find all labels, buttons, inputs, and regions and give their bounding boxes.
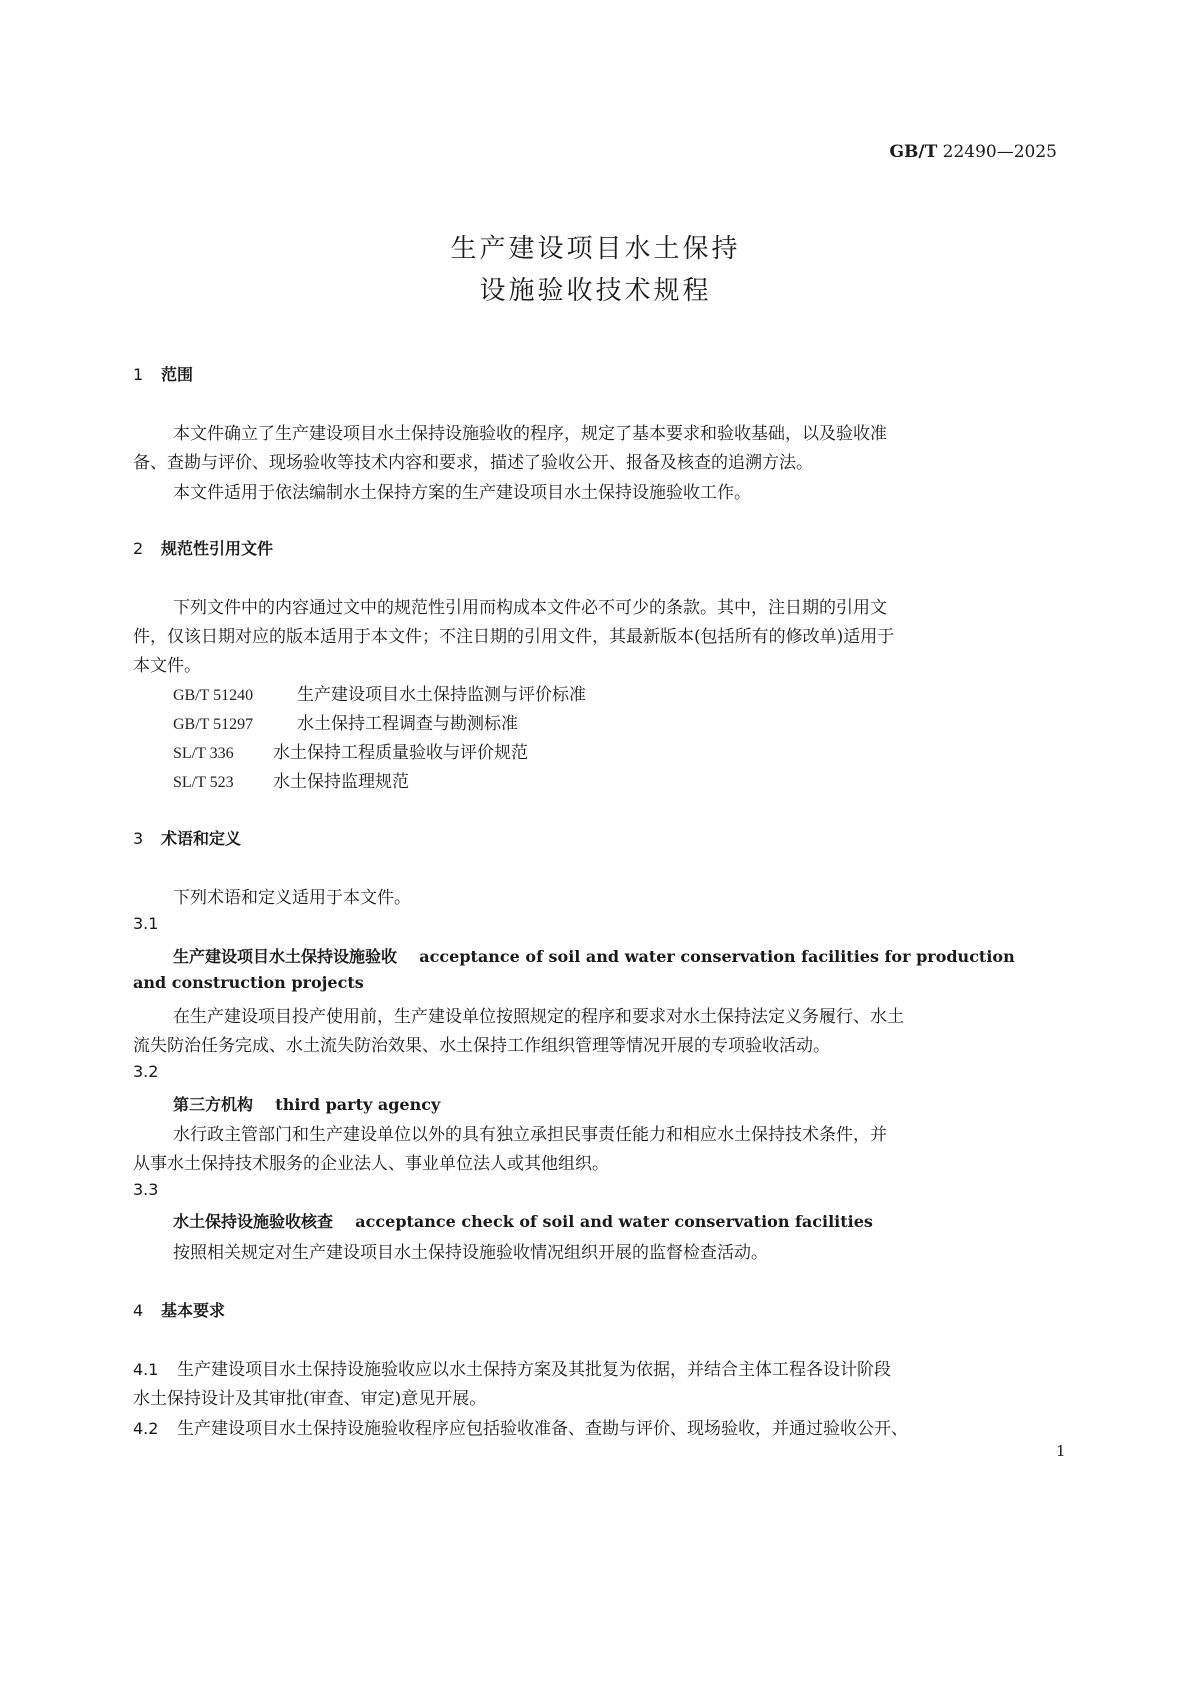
clause-4-1-number: 4.1 — [133, 1360, 159, 1379]
term-3-1-number: 3.1 — [133, 914, 159, 933]
reference-item — [173, 709, 518, 734]
clause-4-1-text: 生产建设项目水土保持设施验收应以水土保持方案及其批复为依据，并结合主体工程各设计阶段 — [177, 1360, 891, 1380]
reference-item — [173, 738, 528, 763]
term-3-3-number: 3.3 — [133, 1180, 159, 1199]
section-3-number: 3 — [133, 829, 144, 848]
document-title-line2: 设施验收技术规程 — [479, 276, 712, 306]
clause-4-2-text: 生产建设项目水土保持设施验收程序应包括验收准备、查勘与评价、现场验收，并通过验收公开、 — [177, 1419, 908, 1439]
term-3-3-zh: 水土保持设施验收核查 — [173, 1212, 334, 1231]
section-1-para-2: 本文件适用于依法编制水土保持方案的生产建设项目水土保持设施验收工作。 — [173, 483, 751, 503]
section-2-title: 规范性引用文件 — [161, 539, 274, 558]
term-3-2-number: 3.2 — [133, 1062, 159, 1081]
term-3-1-definition-line-1: 在生产建设项目投产使用前，生产建设单位按照规定的程序和要求对水土保持法定义务履行、水土 — [173, 1007, 904, 1027]
section-2-para-line-3: 本文件。 — [133, 656, 201, 676]
clause-4-1-line-2: 水土保持设计及其审批(审查、审定)意见开展。 — [133, 1389, 487, 1409]
reference-item — [173, 680, 586, 705]
section-2-number: 2 — [133, 539, 144, 558]
section-4-number: 4 — [133, 1301, 144, 1320]
term-3-2-title — [173, 1092, 440, 1115]
reference-title: 水土保持工程调查与勘测标准 — [297, 714, 518, 734]
section-1-para-1-line-2: 备、查勘与评价、现场验收等技术内容和要求，描述了验收公开、报备及核查的追溯方法。 — [133, 453, 813, 473]
reference-title: 水土保持工程质量验收与评价规范 — [273, 743, 528, 763]
section-2-para-line-2: 件，仅该日期对应的版本适用于本文件；不注日期的引用文件，其最新版本(包括所有的修改单)适用于 — [133, 627, 895, 647]
term-3-1-en-line-2: and construction projects — [133, 973, 364, 992]
section-4-title: 基本要求 — [161, 1301, 226, 1320]
clause-4-2-line-1 — [133, 1414, 908, 1439]
section-1-heading — [133, 362, 193, 385]
reference-code: SL/T 336 — [173, 745, 234, 762]
section-2-heading — [133, 536, 273, 559]
clause-4-1-line-1 — [133, 1355, 891, 1380]
term-3-3-title — [173, 1209, 873, 1232]
term-3-3-en: acceptance check of soil and water conservation facilities — [355, 1212, 873, 1231]
term-3-1-en-line-1: acceptance of soil and water conservation facilities for production — [419, 947, 1015, 966]
section-4-heading — [133, 1298, 225, 1321]
reference-title: 生产建设项目水土保持监测与评价标准 — [297, 685, 586, 705]
section-1-para-1-line-1: 本文件确立了生产建设项目水土保持设施验收的程序，规定了基本要求和验收基础，以及验收准 — [173, 424, 887, 444]
standard-code — [890, 142, 1058, 162]
term-3-2-zh: 第三方机构 — [173, 1095, 254, 1114]
section-3-title: 术语和定义 — [161, 829, 242, 848]
term-3-3-definition: 按照相关规定对生产建设项目水土保持设施验收情况组织开展的监督检查活动。 — [173, 1243, 768, 1263]
reference-code: SL/T 523 — [173, 774, 234, 791]
standard-number: 22490—2025 — [942, 142, 1057, 162]
term-3-1-zh: 生产建设项目水土保持设施验收 — [173, 947, 398, 966]
reference-code: GB/T 51297 — [173, 716, 254, 733]
reference-title: 水土保持监理规范 — [273, 772, 409, 792]
term-3-1-title — [173, 944, 1015, 967]
term-3-1-definition-line-2: 流失防治任务完成、水土流失防治效果、水土保持工作组织管理等情况开展的专项验收活动。 — [133, 1036, 830, 1056]
section-3-heading — [133, 826, 241, 849]
clause-4-2-number: 4.2 — [133, 1419, 159, 1438]
page-number: 1 — [1056, 1442, 1066, 1460]
term-3-2-en: third party agency — [275, 1095, 441, 1114]
section-1-number: 1 — [133, 365, 144, 384]
section-3-intro: 下列术语和定义适用于本文件。 — [173, 888, 411, 908]
term-3-2-definition-line-2: 从事水土保持技术服务的企业法人、事业单位法人或其他组织。 — [133, 1154, 609, 1174]
reference-code: GB/T 51240 — [173, 687, 254, 704]
reference-item — [173, 767, 409, 792]
section-2-para-line-1: 下列文件中的内容通过文中的规范性引用而构成本文件必不可少的条款。其中，注日期的引用文 — [173, 598, 887, 618]
section-1-title: 范围 — [161, 365, 194, 384]
standard-prefix: GB/T — [889, 142, 938, 162]
term-3-2-definition-line-1: 水行政主管部门和生产建设单位以外的具有独立承担民事责任能力和相应水土保持技术条件，并 — [173, 1125, 887, 1145]
document-title-line1: 生产建设项目水土保持 — [450, 234, 741, 264]
